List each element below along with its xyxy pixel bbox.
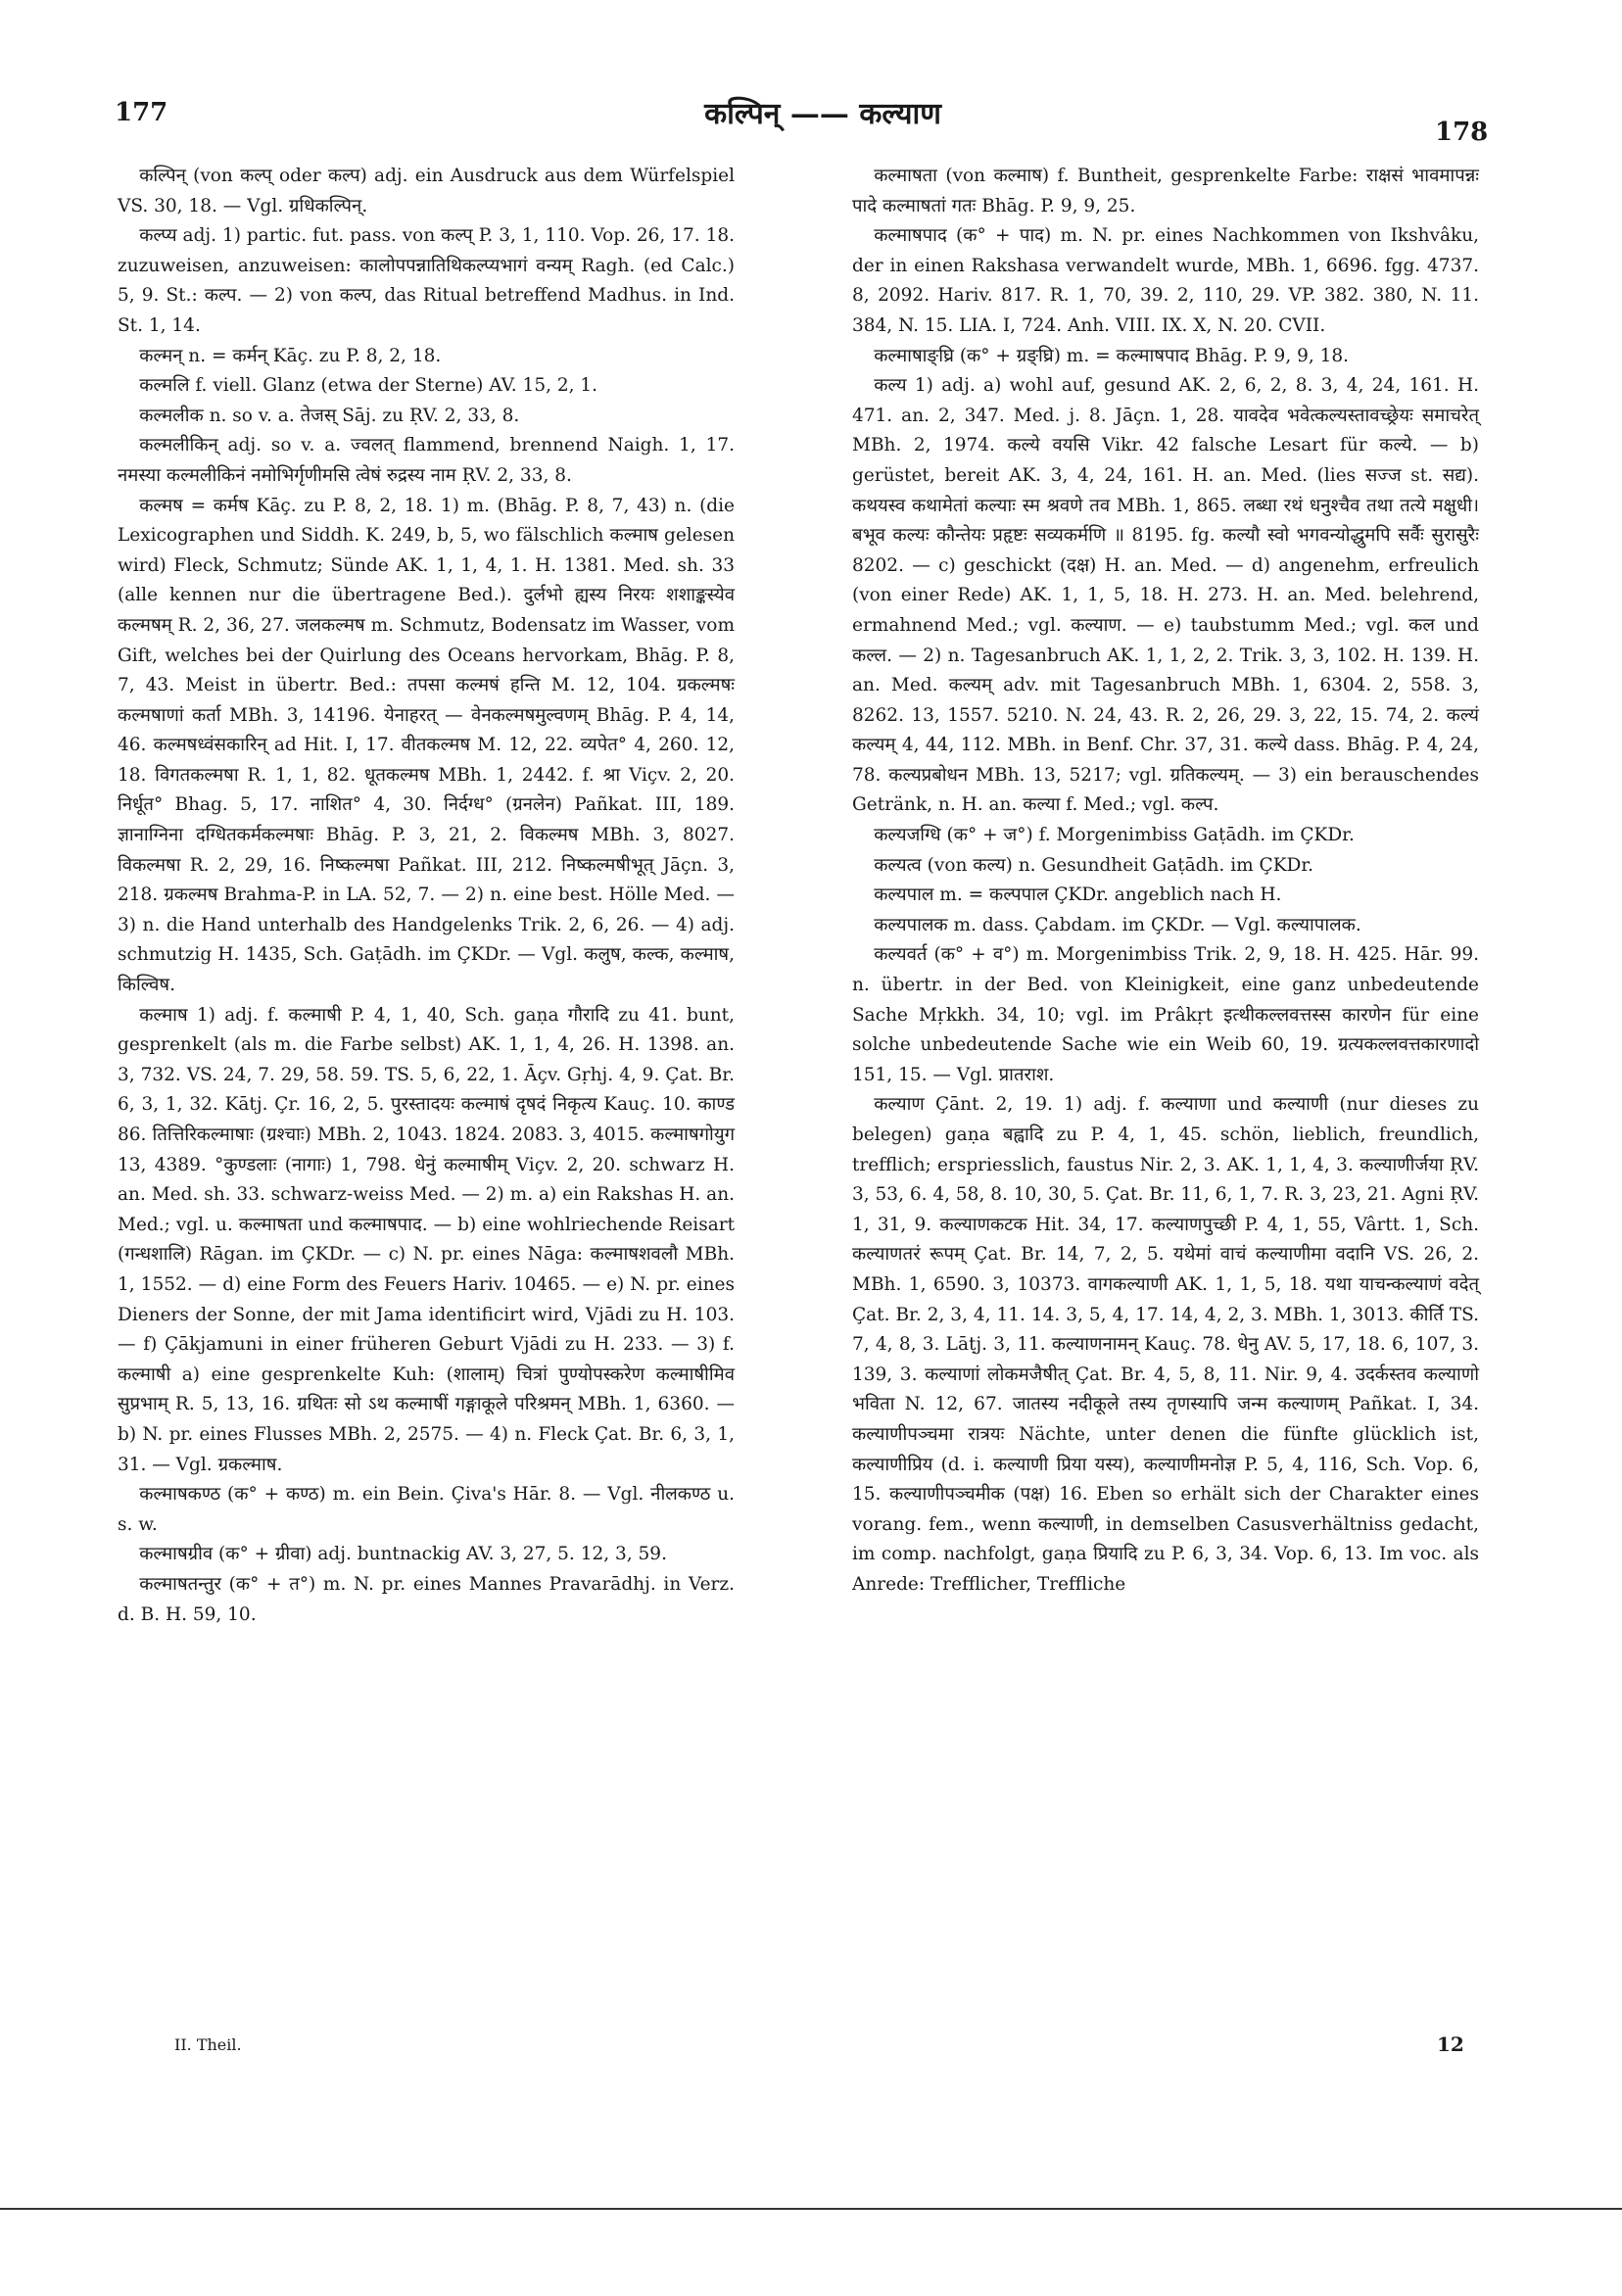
- left-column: [118, 162, 735, 1630]
- running-head: कल्पिन् —— कल्याण: [704, 97, 941, 131]
- right-column: [852, 162, 1479, 1601]
- dictionary-entry: कल्यत्व (von कल्य) n. Gesundheit Gaṭādh. im ÇKDr.: [874, 854, 1314, 876]
- dictionary-entry: कल्पिन् (von कल्प् oder कल्प) adj. ein Ausdruck aus dem Würfelspiel VS. 30, 18. — Vgl. ग्रधिकल्पिन्.: [118, 166, 735, 216]
- dictionary-entry: कल्मलि f. viell. Glanz (etwa der Sterne) AV. 15, 2, 1.: [139, 375, 598, 397]
- dictionary-entry: कल्माषतन्तुर (क° + त°) m. N. pr. eines Mannes Pravarādhj. in Verz. d. B. H. 59, 10.: [118, 1573, 735, 1625]
- dictionary-entry: कल्मलीक n. so v. a. तेजस् Sāj. zu ṚV. 2, 33, 8.: [139, 405, 520, 426]
- dictionary-entry: कल्य 1) adj. a) wohl auf, gesund AK. 2, 6, 2, 8. 3, 4, 24, 161. H. 471. an. 2, 347. Med. j. 8. Jāçn. 1, 28. यावदेव भवेत्कल्यस्तावच्छ्रेयः समाचरेत् MBh. 2, 1974. कल्ये वयसि Vikr. 42 falsche Lesart für कल्ये. — b) gerüstet, bereit AK. 3, 4, 24, 161. H. an. Med. (lies सज्ज st. सद्य). कथयस्व कथामेतां कल्याः स्म श्रवणे तव MBh. 1, 865. लब्धा रथं धनुश्चैव तथा तत्ये मक्षुधी। बभूव कल्यः कौन्तेयः प्रहृष्टः सव्यकर्मणि ॥ 8195. fg. कल्यौ स्वो भगवन्योद्धुमपि सर्वैः सुरासुरैः 8202. — c) geschickt (दक्ष) H. an. Med. — d) angenehm, erfreulich (von einer Rede) AK. 1, 1, 5, 18. H. 273. H. an. Med. belehrend, ermahnend Med.; vgl. कल्याण. — e) taubstumm Med.; vgl. कल und कल्ल. — 2) n. Tagesanbruch AK. 1, 1, 2, 2. Trik. 3, 3, 102. H. 139. H. an. Med. कल्यम् adv. mit Tagesanbruch MBh. 1, 6304. 2, 558. 3, 8262. 13, 1557. 5210. N. 24, 43. R. 2, 26, 29. 3, 22, 15. 74, 2. कल्यं कल्यम् 4, 44, 112. MBh. in Benf. Chr. 37, 31. कल्ये dass. Bhāg. P. 4, 24, 78. कल्यप्रबोधन MBh. 13, 5217; vgl. ग्रतिकल्यम्. — 3) ein berauschendes Getränk, n. H. an. कल्या f. Med.; vgl. कल्प.: [852, 375, 1479, 816]
- dictionary-entry: कल्याण Çānt. 2, 19. 1) adj. f. कल्याणा und कल्याणी (nur dieses zu belegen) gaṇa बह्वादि zu P. 4, 1, 45. schön, lieblich, freundlich, trefflich; erspriesslich, faustus Nir. 2, 3. AK. 1, 1, 4, 3. कल्याणीर्जया ṚV. 3, 53, 6. 4, 58, 8. 10, 30, 5. Çat. Br. 11, 6, 1, 7. R. 3, 23, 21. Agni ṚV. 1, 31, 9. कल्याणकटक Hit. 34, 17. कल्याणपुच्छी P. 4, 1, 55, Vârtt. 1, Sch. कल्याणतरं रूपम् Çat. Br. 14, 7, 2, 5. यथेमां वाचं कल्याणीमा वदानि VS. 26, 2. MBh. 1, 6590. 3, 10373. वागकल्याणी AK. 1, 1, 5, 18. यथा याचन्कल्याणं वदेत् Çat. Br. 2, 3, 4, 11. 14. 3, 5, 4, 17. 14, 4, 2, 3. MBh. 1, 3013. कीर्ति TS. 7, 4, 8, 3. Lāṭj. 3, 11. कल्याणनामन् Kauç. 78. धेनु AV. 5, 17, 18. 6, 107, 3. 139, 3. कल्याणां लोकमजैषीत् Çat. Br. 4, 5, 8, 11. Nir. 9, 4. उदर्कस्तव कल्याणो भविता N. 12, 67. जातस्य नदीकूले तस्य तृणस्यापि जन्म कल्याणम् Pañkat. I, 34. कल्याणीपञ्चमा रात्रयः Nächte, unter denen die fünfte glücklich ist, कल्याणीप्रिय (d. i. कल्याणी प्रिया यस्य), कल्याणीमनोज्ञ P. 5, 4, 116, Sch. Vop. 6, 15. कल्याणीपञ्चमीक (पक्ष) 16. Eben so erhält sich der Charakter eines vorang. fem., wenn कल्याणी, in demselben Casusverhältniss gedacht, im comp. nachfolgt, gaṇa प्रियादि zu P. 6, 3, 34. Vop. 6, 13. Im voc. als Anrede: Trefflicher, Treffliche: [852, 1094, 1479, 1595]
- dictionary-entry: कल्माषकण्ठ (क° + कण्ठ) m. ein Bein. Çiva's Hār. 8. — Vgl. नीलकण्ठ u. s. w.: [118, 1484, 735, 1535]
- bottom-rule: [0, 2208, 1622, 2210]
- left-page-number: 177: [115, 98, 168, 127]
- right-page-number: 178: [1435, 118, 1489, 147]
- footer-volume-note: II. Theil.: [174, 2035, 242, 2054]
- dictionary-entry: कल्मन् n. = कर्मन् Kāç. zu P. 8, 2, 18.: [139, 345, 442, 366]
- dictionary-entry: कल्माषता (von कल्माष) f. Buntheit, gesprenkelte Farbe: राक्षसं भावमापन्नः पादे कल्माषतां गतः Bhāg. P. 9, 9, 25.: [852, 166, 1479, 216]
- dictionary-entry: कल्माषपाद (क° + पाद) m. N. pr. eines Nachkommen von Ikshvâku, der in einen Rakshasa verwandelt wurde, MBh. 1, 6696. fgg. 4737. 8, 2092. Hariv. 817. R. 1, 70, 39. 2, 110, 29. VP. 382. 380, N. 11. 384, N. 15. LIA. I, 724. Anh. VIII. IX. X, N. 20. CVII.: [852, 225, 1479, 336]
- dictionary-entry: कल्माषाङ्घ्रि (क° + ग्रङ्घ्रि) m. = कल्माषपाद Bhāg. P. 9, 9, 18.: [874, 345, 1350, 366]
- dictionary-entry: कल्माषग्रीव (क° + ग्रीवा) adj. buntnackig AV. 3, 27, 5. 12, 3, 59.: [139, 1544, 667, 1565]
- dictionary-entry: कल्माष 1) adj. f. कल्माषी P. 4, 1, 40, Sch. gaṇa गौरादि zu 41. bunt, gesprenkelt (als m. die Farbe selbst) AK. 1, 1, 4, 26. H. 1398. an. 3, 732. VS. 24, 7. 29, 58. 59. TS. 5, 6, 22, 1. Āçv. Gṛhj. 4, 9. Çat. Br. 6, 3, 1, 32. Kātj. Çr. 16, 2, 5. पुरस्तादयः कल्माषं दृषदं निकृत्य Kauç. 10. काण्ड 86. तित्तिरिकल्माषाः (ग्रश्चाः) MBh. 2, 1043. 1824. 2083. 3, 4015. कल्माषगोयुग 13, 4389. °कुण्डलाः (नागाः) 1, 798. धेनुं कल्माषीम् Viçv. 2, 20. schwarz H. an. Med. sh. 33. schwarz-weiss Med. — 2) m. a) ein Rakshas H. an. Med.; vgl. u. कल्माषता und कल्माषपाद. — b) eine wohlriechende Reisart (गन्धशालि) Rāgan. im ÇKDr. — c) N. pr. eines Nāga: कल्माषशवलौ MBh. 1, 1552. — d) eine Form des Feuers Hariv. 10465. — e) N. pr. eines Dieners der Sonne, der mit Jama identificirt wird, Vjādi zu H. 103. — f) Çākjamuni in einer früheren Geburt Vjādi zu H. 233. — 3) f. कल्माषी a) eine gesprenkelte Kuh: (शालाम्) चित्रां पुण्योपस्करेण कल्माषीमिव सुप्रभाम् R. 5, 13, 16. ग्रथितः सो ऽथ कल्माषीं गङ्गाकूले परिश्रमन् MBh. 1, 6360. — b) N. pr. eines Flusses MBh. 2, 2575. — 4) n. Fleck Çat. Br. 6, 3, 1, 31. — Vgl. ग्रकल्माष.: [118, 1004, 735, 1475]
- dictionary-entry: कल्मलीकिन् adj. so v. a. ज्वलत् flammend, brennend Naigh. 1, 17. नमस्या कल्मलीकिनं नमोभिर्गृणीमसि त्वेषं रुद्रस्य नाम ṚV. 2, 33, 8.: [118, 435, 735, 486]
- dictionary-entry: कल्यजग्धि (क° + ज°) f. Morgenimbiss Gaṭādh. im ÇKDr.: [874, 825, 1355, 846]
- dictionary-entry: कल्यवर्त (क° + व°) m. Morgenimbiss Trik. 2, 9, 18. H. 425. Hār. 99. n. übertr. in der Bed. von Kleinigkeit, eine ganz unbedeutende Sache Mṛkkh. 34, 10; vgl. im Prâkṛt इत्थीकल्लवत्तस्स कारणेन für eine solche unbedeutende Sache wie ein Weib 60, 19. ग्रत्यकल्लवत्तकारणादो 151, 15. — Vgl. प्रातराश.: [852, 944, 1479, 1085]
- dictionary-entry: कल्प्य adj. 1) partic. fut. pass. von कल्प् P. 3, 1, 110. Vop. 26, 17. 18. zuzuweisen, anzuweisen: कालोपपन्नातिथिकल्प्यभागं वन्यम् Ragh. (ed Calc.) 5, 9. St.: कल्प. — 2) von कल्प, das Ritual betreffend Madhus. in Ind. St. 1, 14.: [118, 225, 735, 336]
- dictionary-entry: कल्मष = कर्मष Kāç. zu P. 8, 2, 18. 1) m. (Bhāg. P. 8, 7, 43) n. (die Lexicographen und Siddh. K. 249, b, 5, wo fälschlich कल्माष gelesen wird) Fleck, Schmutz; Sünde AK. 1, 1, 4, 1. H. 1381. Med. sh. 33 (alle kennen nur die übertragene Bed.). दुर्लभो ह्यस्य निरयः शशाङ्कस्येव कल्मषम् R. 2, 36, 27. जलकल्मष m. Schmutz, Bodensatz im Wasser, vom Gift, welches bei der Quirlung des Oceans hervorkam, Bhāg. P. 8, 7, 43. Meist in übertr. Bed.: तपसा कल्मषं हन्ति M. 12, 104. ग्रकल्मषः कल्मषाणां कर्ता MBh. 3, 14196. येनाहरत् — वेनकल्मषमुल्वणम् Bhāg. P. 4, 14, 46. कल्मषध्वंसकारिन् ad Hit. I, 17. वीतकल्मष M. 12, 22. व्यपेत° 4, 260. 12, 18. विगतकल्मषा R. 1, 1, 82. धूतकल्मष MBh. 1, 2442. f. श्रा Viçv. 2, 20. निर्धूत° Bhag. 5, 17. नाशित° 4, 30. निर्दग्ध° (ग्रनलेन) Pañkat. III, 189. ज्ञानाग्निना दग्धितकर्मकल्मषाः Bhāg. P. 3, 21, 2. विकल्मष MBh. 3, 8027. विकल्मषा R. 2, 29, 16. निष्कल्मषा Pañkat. III, 212. निष्कल्मषीभूत् Jāçn. 3, 218. ग्रकल्मष Brahma-P. in LA. 52, 7. — 2) n. eine best. Hölle Med. — 3) n. die Hand unterhalb des Handgelenks Trik. 2, 6, 26. — 4) adj. schmutzig H. 1435, Sch. Gaṭādh. im ÇKDr. — Vgl. कलुष, कल्क, कल्माष, किल्विष.: [118, 495, 735, 996]
- footer-signature: 12: [1437, 2033, 1464, 2056]
- dictionary-entry: कल्यपालक m. dass. Çabdam. im ÇKDr. — Vgl. कल्यापालक.: [874, 914, 1361, 935]
- dictionary-entry: कल्यपाल m. = कल्पपाल ÇKDr. angeblich nach H.: [874, 885, 1282, 906]
